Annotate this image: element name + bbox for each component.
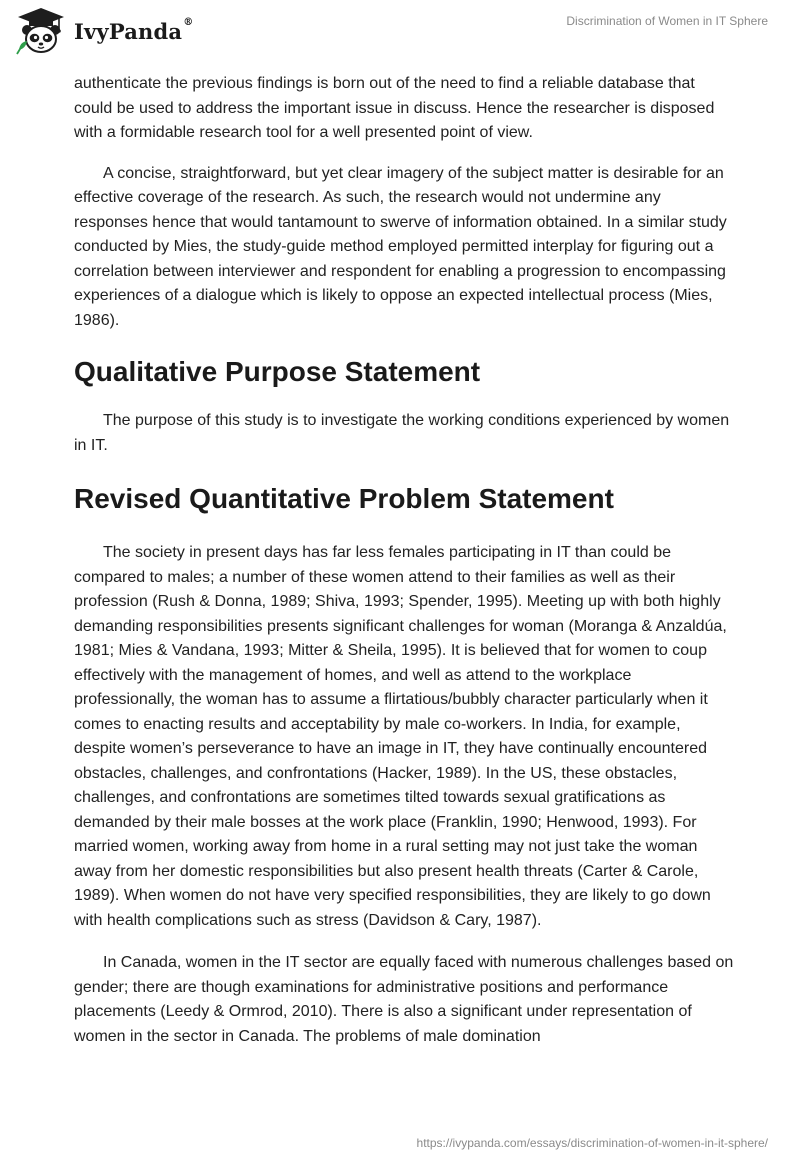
page-title: Discrimination of Women in IT Sphere [566, 14, 768, 28]
ivypanda-logo[interactable] [14, 6, 193, 56]
heading-qualitative-purpose: Qualitative Purpose Statement [74, 356, 481, 387]
paragraph-society: The society in present days has far less females participating in IT than could be compared to males; a number of these women attend to their families as well as their profession (Rush & Donna, 1989; Shiva, 1993; Spender, 1995). Meeting up with both highly demanding responsibilities presents significant challenges for woman (Moranga & Anzaldúa, 1981; Mies & Vandana, 1993; Mitter & Sheila, 1995). It is believed that for women to coup effectively with the management of homes, and well as attend to the workplace professionally, the woman has to assume a flirtatious/bubbly character particularly when it comes to enacting results and acceptability by male co-workers. In India, for example, despite women’s perseverance to have an image in IT, they have continually encountered obstacles, challenges, and confrontations (Hacker, 1989). In the US, these obstacles, challenges, and confrontations are sometimes tilted towards sexual gratifications as demanded by their male bosses at the work place (Franklin, 1990; Henwood, 1993). For married women, working away from home in a rural setting may not just take the woman away from her domestic responsibilities but also present health threats (Carter & Carole, 1989). When women do not have very specified responsibilities, they are likely to go down with health complications such as stress (Davidson & Cary, 1987). [74, 544, 727, 929]
paragraph-concise: A concise, straightforward, but yet clear imagery of the subject matter is desirable for an effective coverage of the research. As such, the research would not undermine any responses hence that would tantamount to swerve of information obtained. In a similar study conducted by Mies, the study-guide method employed permitted interplay for figuring out a correlation between interviewer and respondent for enabling a progression to encompassing experiences of a dialogue which is likely to oppose an expected intellectual process (Mies, 1986). [74, 164, 727, 329]
panda-graduate-icon [14, 6, 68, 56]
logo-wordmark [74, 16, 194, 44]
page-header [0, 0, 800, 70]
article-body [74, 72, 734, 1049]
heading-quantitative-problem: Revised Quantitative Problem Statement [74, 483, 614, 514]
logo-text: IvyPanda [74, 18, 183, 44]
paragraph-continued: authenticate the previous findings is born out of the need to find a reliable database that could be used to address the important issue in discuss. Hence the researcher is disposed with a formidable research tool for a well presented point of view. [74, 75, 715, 141]
source-url[interactable]: https://ivypanda.com/essays/discrimination-of-women-in-it-sphere/ [416, 1136, 768, 1150]
paragraph-canada: In Canada, women in the IT sector are equally faced with numerous challenges based on gender; there are though examinations for administrative positions and performance placements (Leedy & Ormrod, 2010). There is also a significant under representation of women in the sector in Canada. The problems of male domination [74, 954, 734, 1045]
paragraph-purpose: The purpose of this study is to investigate the working conditions experienced by women in IT. [74, 412, 730, 454]
registered-mark: ® [183, 16, 194, 28]
